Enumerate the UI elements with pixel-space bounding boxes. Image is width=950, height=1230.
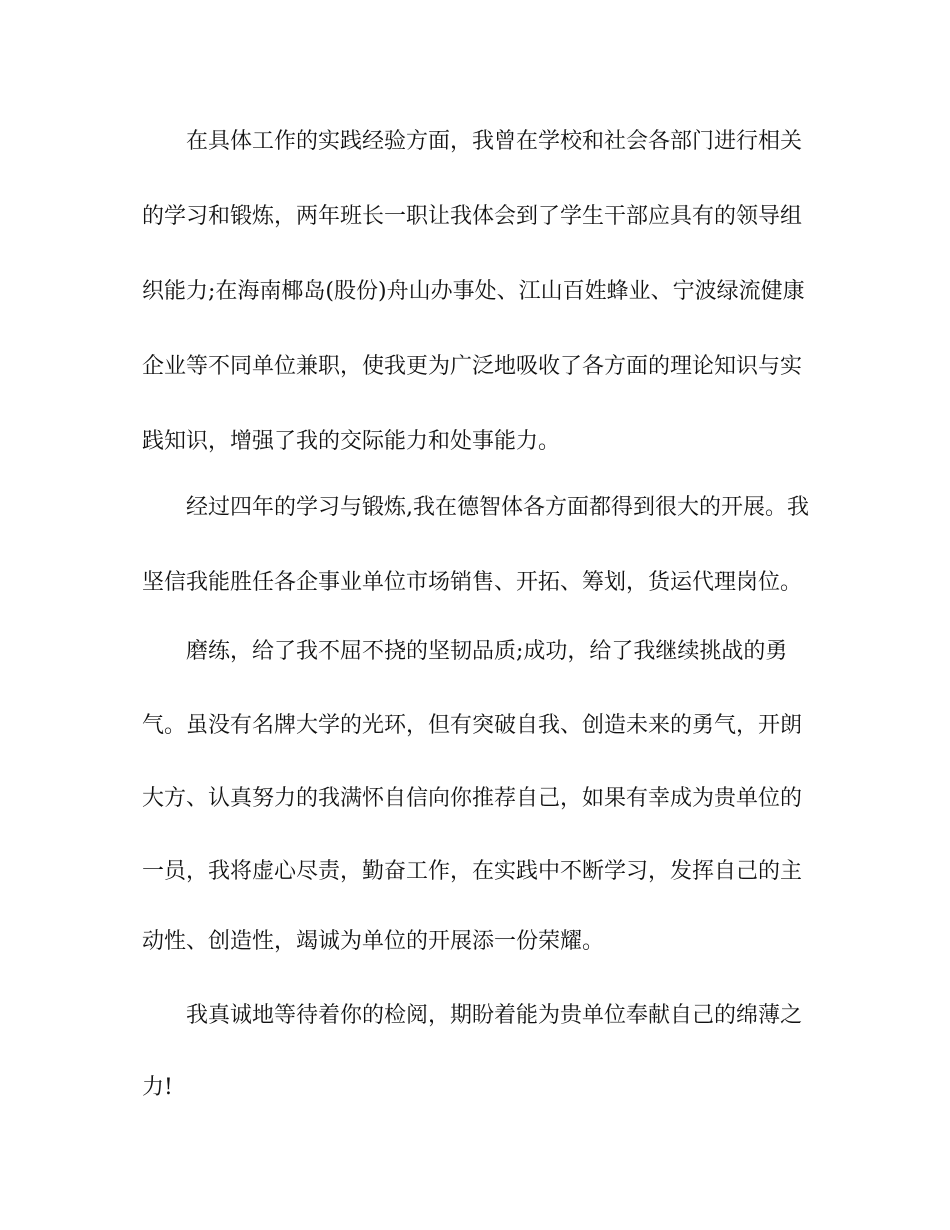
paragraph-1-line-2: 的学习和锻炼，两年班长一职让我体会到了学生干部应具有的领导组	[142, 204, 803, 229]
paragraph-1-line-1: 在具体工作的实践经验方面，我曾在学校和社会各部门进行相关	[186, 129, 803, 154]
paragraph-2-line-2: 坚信我能胜任各企事业单位市场销售、开拓、筹划，货运代理岗位。	[142, 570, 803, 595]
paragraph-1-line-5: 践知识，增强了我的交际能力和处事能力。	[142, 429, 561, 454]
paragraph-1-line-3: 织能力;在海南椰岛(股份)舟山办事处、江山百姓蜂业、宁波绿流健康	[142, 279, 805, 304]
paragraph-3-line-2: 气。虽没有名牌大学的光环，但有突破自我、创造未来的勇气，开朗	[142, 713, 803, 738]
paragraph-3-line-3: 大方、认真努力的我满怀自信向你推荐自己，如果有幸成为贵单位的	[142, 786, 803, 811]
paragraph-4-line-2: 力!	[142, 1075, 173, 1100]
paragraph-3-line-1: 磨练，给了我不屈不挠的坚韧品质;成功，给了我继续挑战的勇	[186, 639, 788, 664]
paragraph-3-line-4: 一员，我将虚心尽责，勤奋工作，在实践中不断学习，发挥自己的主	[142, 859, 803, 884]
paragraph-3-line-5: 动性、创造性，竭诚为单位的开展添一份荣耀。	[142, 929, 605, 954]
paragraph-4-line-1: 我真诚地等待着你的检阅，期盼着能为贵单位奉献自己的绵薄之	[186, 1003, 803, 1028]
paragraph-1-line-4: 企业等不同单位兼职，使我更为广泛地吸收了各方面的理论知识与实	[142, 354, 803, 379]
paragraph-2-line-1: 经过四年的学习与锻炼,我在德智体各方面都得到很大的开展。我	[186, 495, 809, 520]
